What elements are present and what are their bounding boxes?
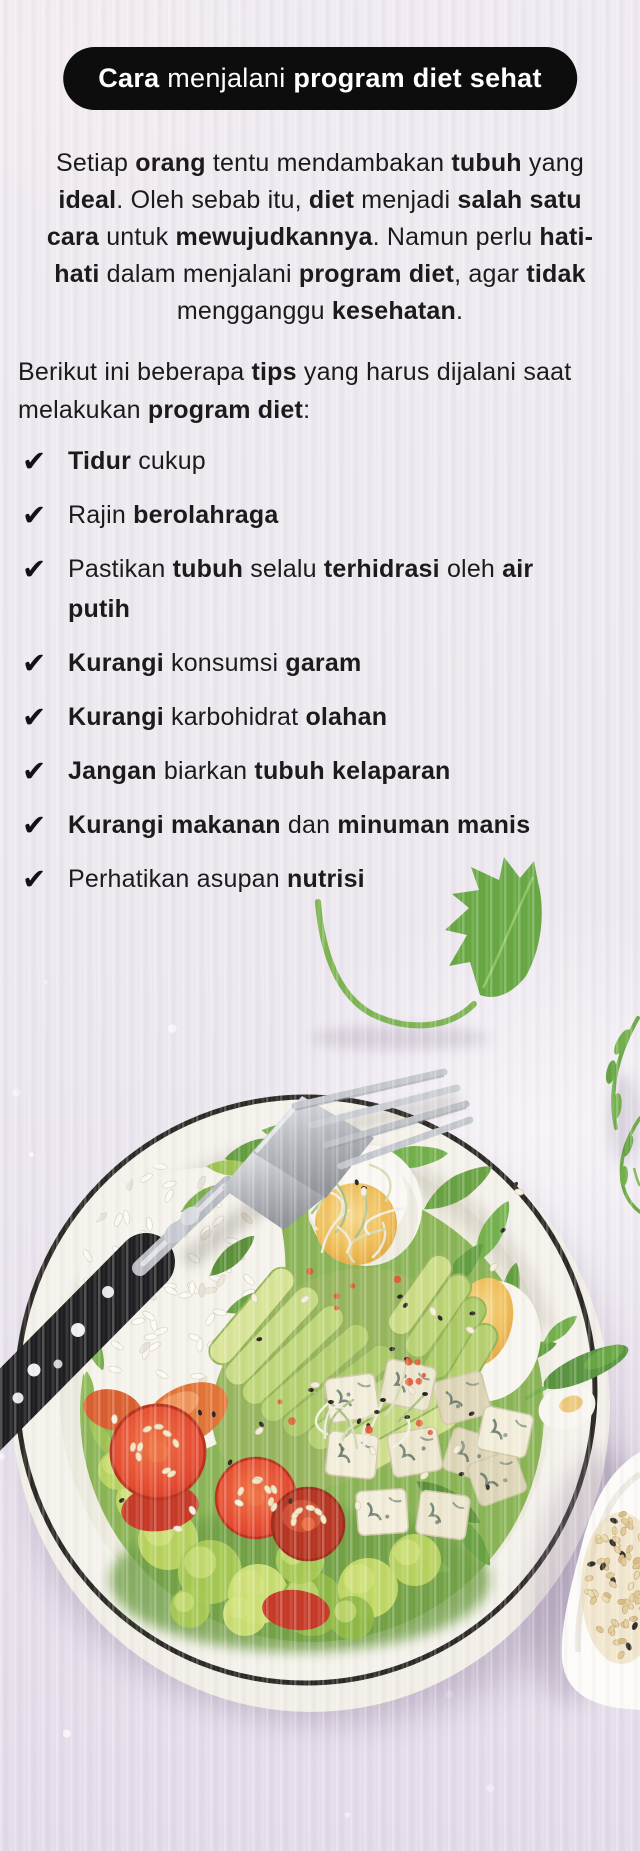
- tips-list-item: [22, 751, 620, 791]
- tips-list-item: [22, 495, 620, 535]
- tips-list-item: [22, 859, 620, 899]
- tips-intro: Berikut ini beberapa tips yang harus dijalani saat melakukan program diet:: [18, 358, 572, 424]
- check-icon: ✔: [22, 754, 47, 788]
- tips-list-item: [22, 805, 620, 845]
- tip-text: Perhatikan asupan nutrisi: [68, 865, 365, 893]
- tips-list-item: [22, 441, 620, 481]
- tip-text: Rajin berolahraga: [68, 501, 279, 529]
- tip-text: Tidur cukup: [68, 447, 206, 475]
- check-icon: ✔: [22, 646, 47, 680]
- tip-text: Kurangi makanan dan minuman manis: [68, 811, 531, 839]
- tips-list: [22, 441, 620, 913]
- check-icon: ✔: [22, 498, 47, 532]
- tips-list-item: [22, 697, 620, 737]
- check-icon: ✔: [22, 552, 47, 586]
- check-icon: ✔: [22, 862, 47, 896]
- intro-paragraph: Setiap orang tentu mendambakan tubuh yang ideal. Oleh sebab itu, diet menjadi salah satu cara untuk mewujudkannya. Namun perlu hati- hati dalam menjalani program diet, agar tidak mengganggu kesehatan.: [46, 149, 594, 325]
- tip-text: Jangan biarkan tubuh kelaparan: [68, 757, 451, 785]
- check-icon: ✔: [22, 444, 47, 478]
- tip-text: Pastikan tubuh selalu terhidrasi oleh air putih: [68, 555, 534, 623]
- arugula-sprigs: [604, 1018, 640, 1212]
- check-icon: ✔: [22, 808, 47, 842]
- tips-list-item: [22, 549, 620, 629]
- title-badge: Cara menjalani program diet sehat: [63, 47, 577, 110]
- tips-list-item: [22, 643, 620, 683]
- tip-text: Kurangi karbohidrat olahan: [68, 703, 388, 731]
- check-icon: ✔: [22, 700, 47, 734]
- tip-text: Kurangi konsumsi garam: [68, 649, 362, 677]
